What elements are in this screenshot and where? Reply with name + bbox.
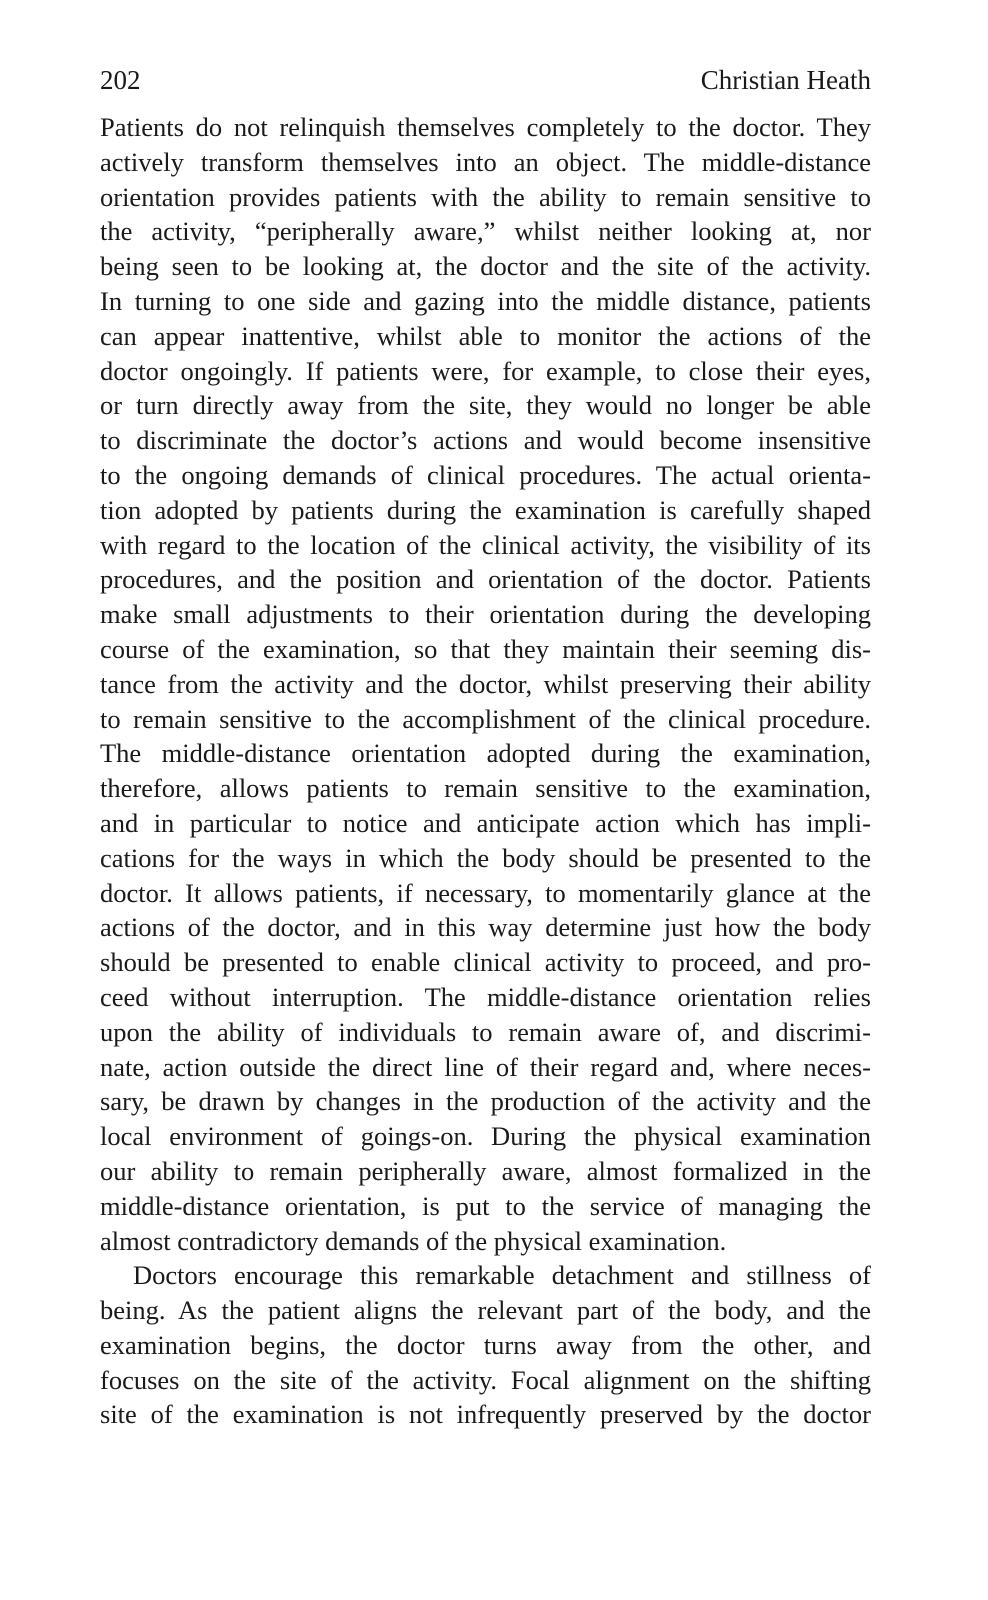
text-line: and in particular to notice and anticipate action which has impli- — [100, 807, 871, 838]
text-line: doctor. It allows patients, if necessary, to momentarily glance at the — [100, 877, 871, 908]
text-line: actively transform themselves into an object. The middle-distance — [100, 146, 871, 177]
running-title: Christian Heath — [700, 65, 871, 95]
text-line: tance from the activity and the doctor, whilst preserving their ability — [100, 668, 871, 699]
text-line: focuses on the site of the activity. Focal alignment on the shifting — [100, 1364, 871, 1395]
text-line: ceed without interruption. The middle-distance orientation relies — [100, 981, 871, 1012]
text-line: examination begins, the doctor turns away from the other, and — [100, 1329, 871, 1360]
text-line: orientation provides patients with the ability to remain sensitive to — [100, 181, 871, 212]
text-line: to the ongoing demands of clinical procedures. The actual orienta- — [100, 459, 871, 490]
text-line: nate, action outside the direct line of their regard and, where neces- — [100, 1051, 871, 1082]
book-page — [100, 62, 871, 1432]
page-number: 202 — [100, 65, 141, 95]
text-line: actions of the doctor, and in this way determine just how the body — [100, 912, 871, 943]
text-line: the activity, “peripherally aware,” whilst neither looking at, nor — [100, 216, 871, 247]
text-line: Doctors encourage this remarkable detachment and stillness of — [133, 1260, 871, 1291]
text-line: Patients do not relinquish themselves completely to the doctor. They — [100, 112, 871, 142]
text-line: make small adjustments to their orientation during the developing — [100, 599, 871, 630]
text-line: to discriminate the doctor’s actions and would become insensitive — [100, 425, 871, 456]
text-line: cations for the ways in which the body should be presented to the — [100, 842, 871, 873]
text-line: upon the ability of individuals to remain aware of, and discrimi- — [100, 1016, 871, 1047]
running-head — [100, 62, 871, 98]
text-line: tion adopted by patients during the examination is carefully shaped — [100, 494, 871, 525]
paragraph — [100, 1258, 871, 1432]
text-line: local environment of goings-on. During the physical examination — [100, 1121, 871, 1152]
text-line: course of the examination, so that they maintain their seeming dis- — [100, 633, 871, 664]
text-line: therefore, allows patients to remain sensitive to the examination, — [100, 773, 871, 804]
text-line: almost contradictory demands of the physical examination. — [100, 1225, 727, 1256]
text-line: or turn directly away from the site, they would no longer be able — [100, 390, 871, 421]
text-line: site of the examination is not infrequently preserved by the doctor — [100, 1399, 871, 1430]
text-line: should be presented to enable clinical activity to proceed, and pro- — [100, 947, 871, 978]
text-line: being. As the patient aligns the relevant part of the body, and the — [100, 1295, 871, 1326]
text-line: sary, be drawn by changes in the production of the activity and the — [100, 1086, 871, 1117]
text-line: can appear inattentive, whilst able to monitor the actions of the — [100, 320, 871, 351]
text-line: The middle-distance orientation adopted during the examination, — [100, 738, 871, 769]
text-line: doctor ongoingly. If patients were, for example, to close their eyes, — [100, 355, 871, 386]
text-line: procedures, and the position and orientation of the doctor. Patients — [100, 564, 871, 595]
text-line: middle-distance orientation, is put to the service of managing the — [100, 1190, 871, 1221]
text-line: our ability to remain peripherally aware, almost formalized in the — [100, 1155, 871, 1186]
body-text — [100, 110, 871, 1432]
text-line: In turning to one side and gazing into the middle distance, patients — [100, 285, 871, 316]
text-line: to remain sensitive to the accomplishment of the clinical procedure. — [100, 703, 871, 734]
text-line: being seen to be looking at, the doctor and the site of the activity. — [100, 251, 871, 282]
text-line: with regard to the location of the clinical activity, the visibility of its — [100, 529, 871, 560]
paragraph — [100, 110, 871, 1258]
